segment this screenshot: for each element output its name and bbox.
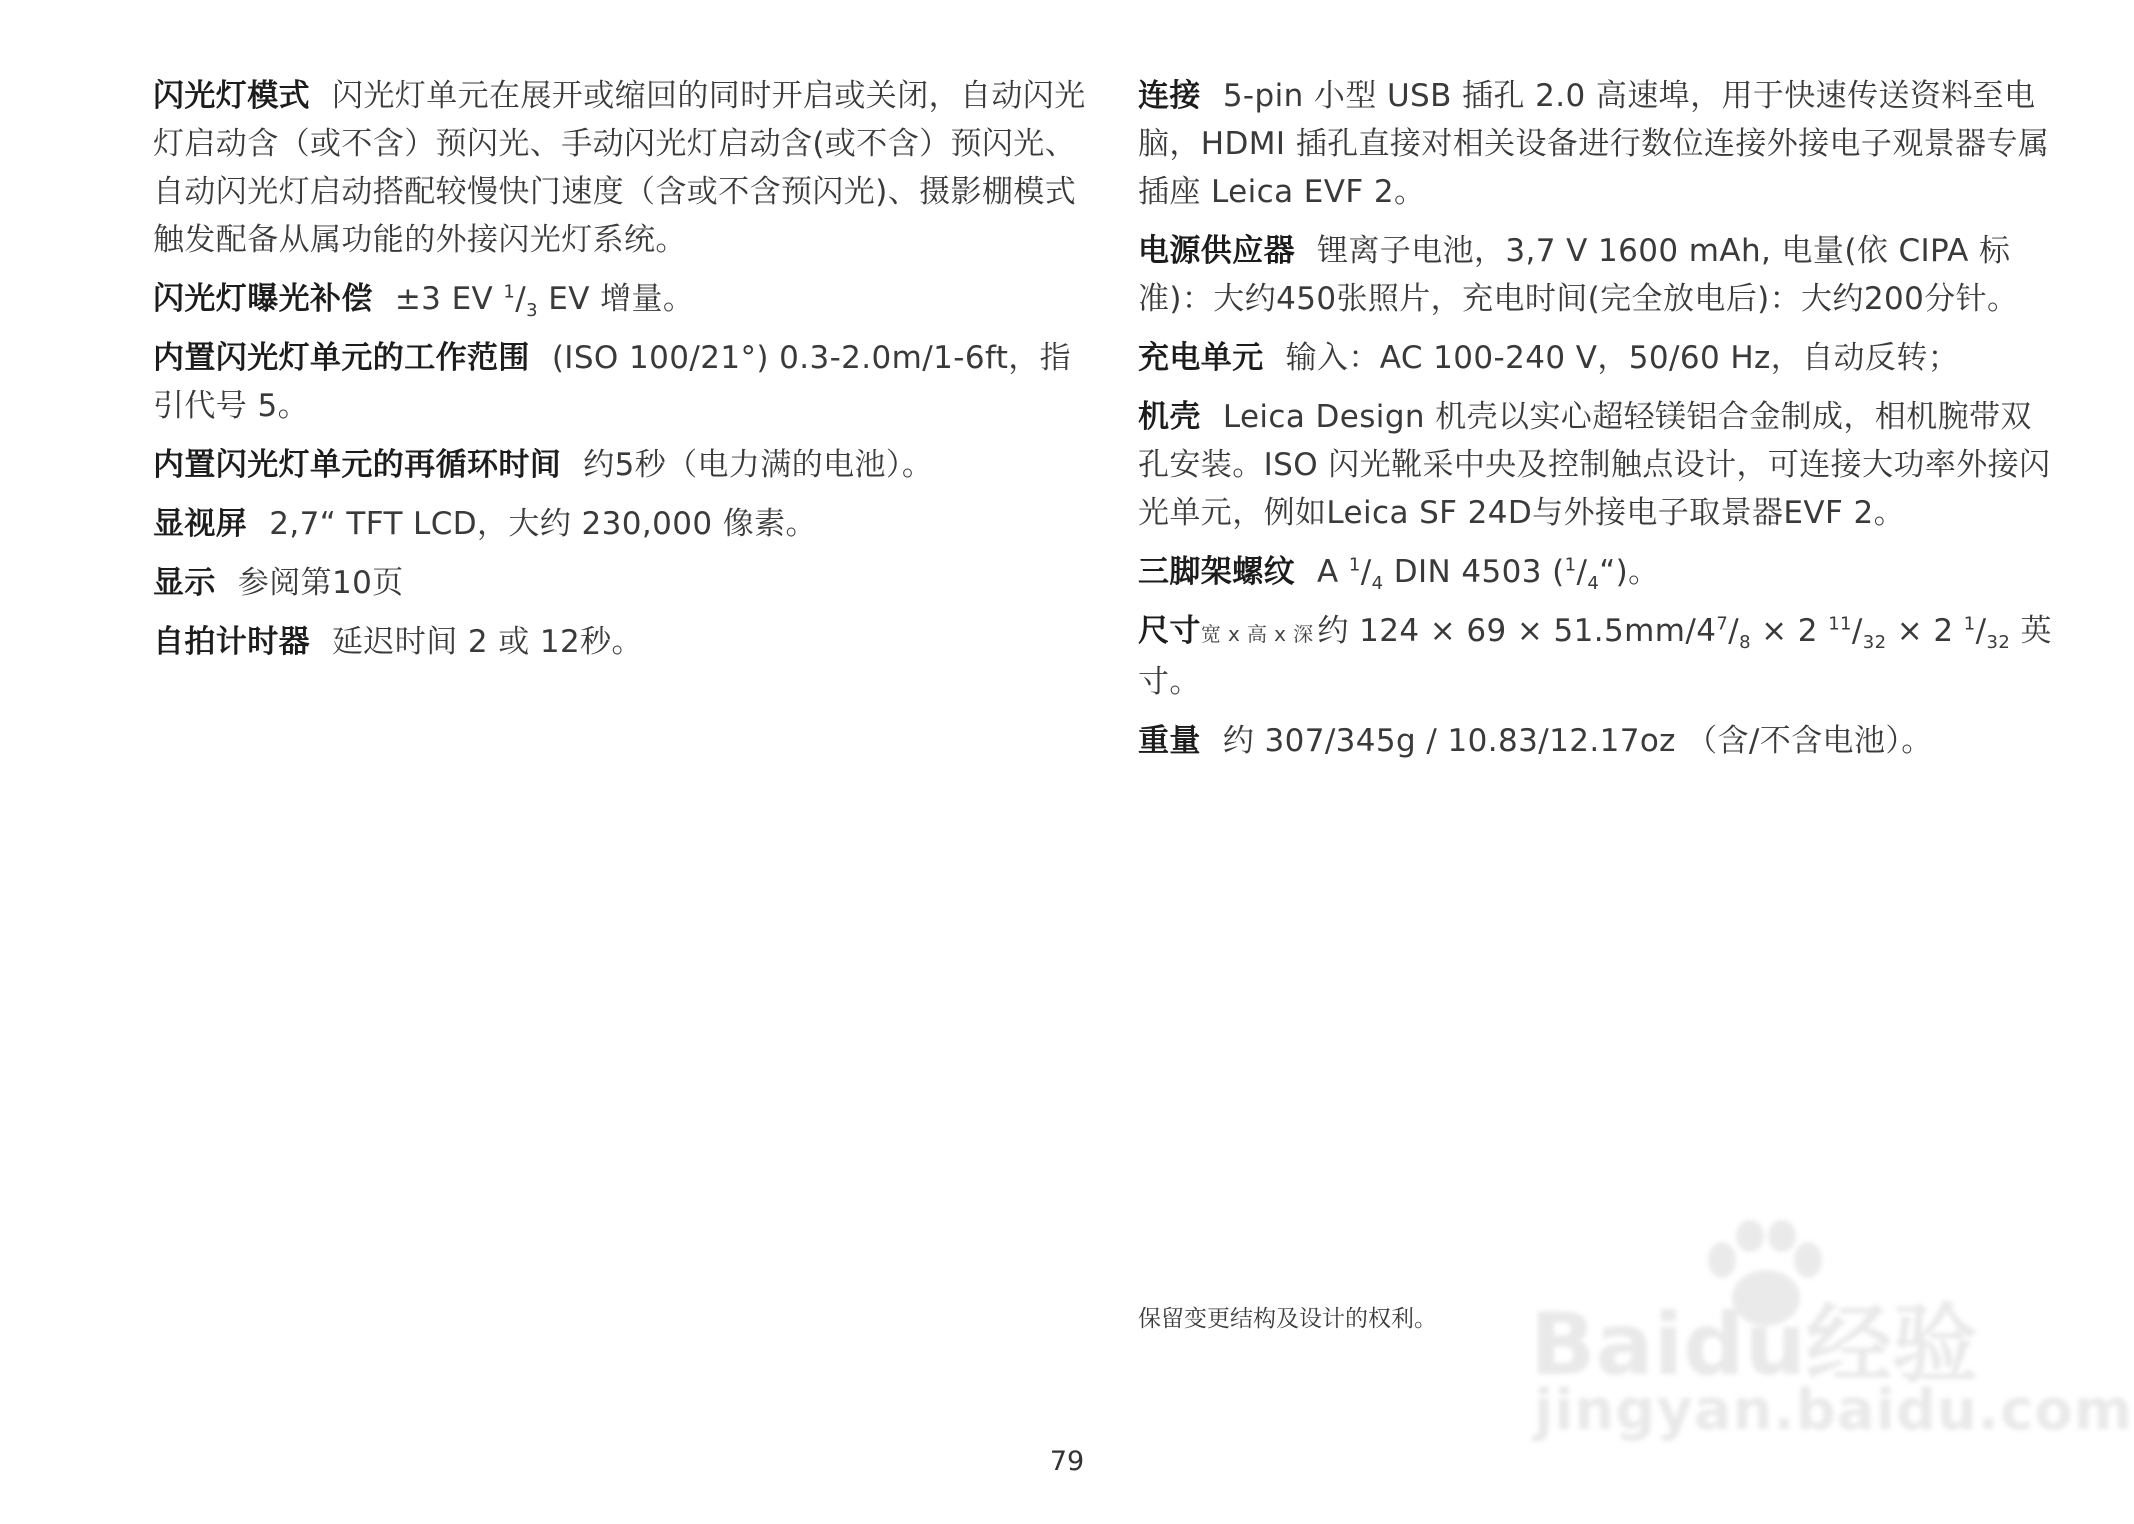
spec-term: 三脚架螺纹 bbox=[1138, 554, 1295, 590]
spec-charger bbox=[1138, 334, 2058, 382]
spec-term: 机壳 bbox=[1138, 399, 1201, 435]
spec-desc: 2,7“ TFT LCD，大约 230,000 像素。 bbox=[269, 506, 817, 542]
spec-term: 内置闪光灯单元的工作范围 bbox=[153, 340, 530, 376]
spec-flash-mode bbox=[153, 72, 1088, 264]
watermark-url: jingyan.baidu.com bbox=[1534, 1378, 2134, 1443]
spec-flash-recycle-time bbox=[153, 441, 1088, 489]
spec-weight bbox=[1138, 717, 2058, 765]
spec-desc: 5-pin 小型 USB 插孔 2.0 高速埠，用于快速传送资料至电脑，HDMI 插孔直接对相关设备进行数位连接外接电子观景器专属插座 Leica EVF 2。 bbox=[1138, 78, 2050, 210]
spec-desc: A $^1/_4$ DIN 4503 $(^1/_4“)$。 bbox=[1317, 554, 1660, 595]
spec-dimensions bbox=[1138, 607, 2058, 706]
spec-term: 内置闪光灯单元的再循环时间 bbox=[153, 447, 562, 483]
spec-term: 重量 bbox=[1138, 723, 1201, 759]
spec-flash-exposure-compensation bbox=[153, 275, 1088, 323]
page-number: 79 bbox=[1049, 1446, 1085, 1477]
left-column bbox=[153, 72, 1088, 677]
spec-display bbox=[153, 559, 1088, 607]
spec-body bbox=[1138, 393, 2058, 537]
spec-term: 显示 bbox=[153, 565, 216, 601]
spec-term: 连接 bbox=[1138, 78, 1201, 114]
spec-desc: 锂离子电池，3,7 V 1600 mAh, 电量(依 CIPA 标准)：大约450张照片，充电时间(完全放电后)：大约200分针。 bbox=[1138, 233, 2019, 317]
spec-dimensions-axes: 宽 x 高 x 深 bbox=[1200, 622, 1314, 646]
spec-desc: 闪光灯单元在展开或缩回的同时开启或关闭，自动闪光灯启动含（或不含）预闪光、手动闪光灯启动含(或不含）预闪光、自动闪光灯启动搭配较慢快门速度（含或不含预闪光)、摄影棚模式触发配备从属功能的外接闪光灯系统。 bbox=[153, 78, 1086, 258]
spec-term: 充电单元 bbox=[1138, 340, 1264, 376]
spec-desc: (ISO 100/21°) 0.3-2.0m/1-6ft，指引代号 5。 bbox=[153, 340, 1072, 424]
spec-desc: 延迟时间 2 或 12秒。 bbox=[332, 624, 643, 660]
spec-connections bbox=[1138, 72, 2058, 216]
spec-tripod-thread bbox=[1138, 548, 2058, 596]
spec-term: 闪光灯模式 bbox=[153, 78, 310, 114]
spec-term: 闪光灯曝光补偿 bbox=[153, 281, 373, 317]
spec-term: 显视屏 bbox=[153, 506, 248, 542]
spec-desc: 约5秒（电力满的电池）。 bbox=[583, 447, 934, 483]
spec-desc: 输入：AC 100-240 V，50/60 Hz，自动反转； bbox=[1285, 340, 1960, 376]
spec-term: 尺寸 bbox=[1138, 613, 1201, 649]
spec-desc: Leica Design 机壳以实心超轻镁铝合金制成，相机腕带双孔安装。ISO 闪光靴采中央及控制触点设计，可连接大功率外接闪光单元，例如Leica SF 24D与外接电子取景器EVF 2。 bbox=[1138, 399, 2051, 531]
right-column bbox=[1138, 72, 2058, 776]
watermark-brand: Baidu经验 bbox=[1530, 1295, 1978, 1395]
spec-flash-range bbox=[153, 334, 1088, 430]
spec-desc: ±3 EV $^1/_3$ EV 增量。 bbox=[394, 281, 695, 322]
spec-power-supply bbox=[1138, 227, 2058, 323]
spec-desc: 参阅第10页 bbox=[237, 565, 404, 601]
spec-desc: 约 307/345g / 10.83/12.17oz （含/不含电池）。 bbox=[1222, 723, 1933, 759]
footnote: 保留变更结构及设计的权利。 bbox=[1138, 1306, 1437, 1332]
spec-desc: 约 $124 \times 69 \times 51.5mm/4^7/_8 \times 2$ $^{11}/_{32} \times 2$ $^1/_{32}$ 英寸。 bbox=[1138, 613, 2052, 700]
spec-term: 电源供应器 bbox=[1138, 233, 1295, 269]
spec-monitor bbox=[153, 500, 1088, 548]
spec-term: 自拍计时器 bbox=[153, 624, 310, 660]
spec-self-timer bbox=[153, 618, 1088, 666]
baidu-watermark bbox=[1530, 1220, 2134, 1460]
